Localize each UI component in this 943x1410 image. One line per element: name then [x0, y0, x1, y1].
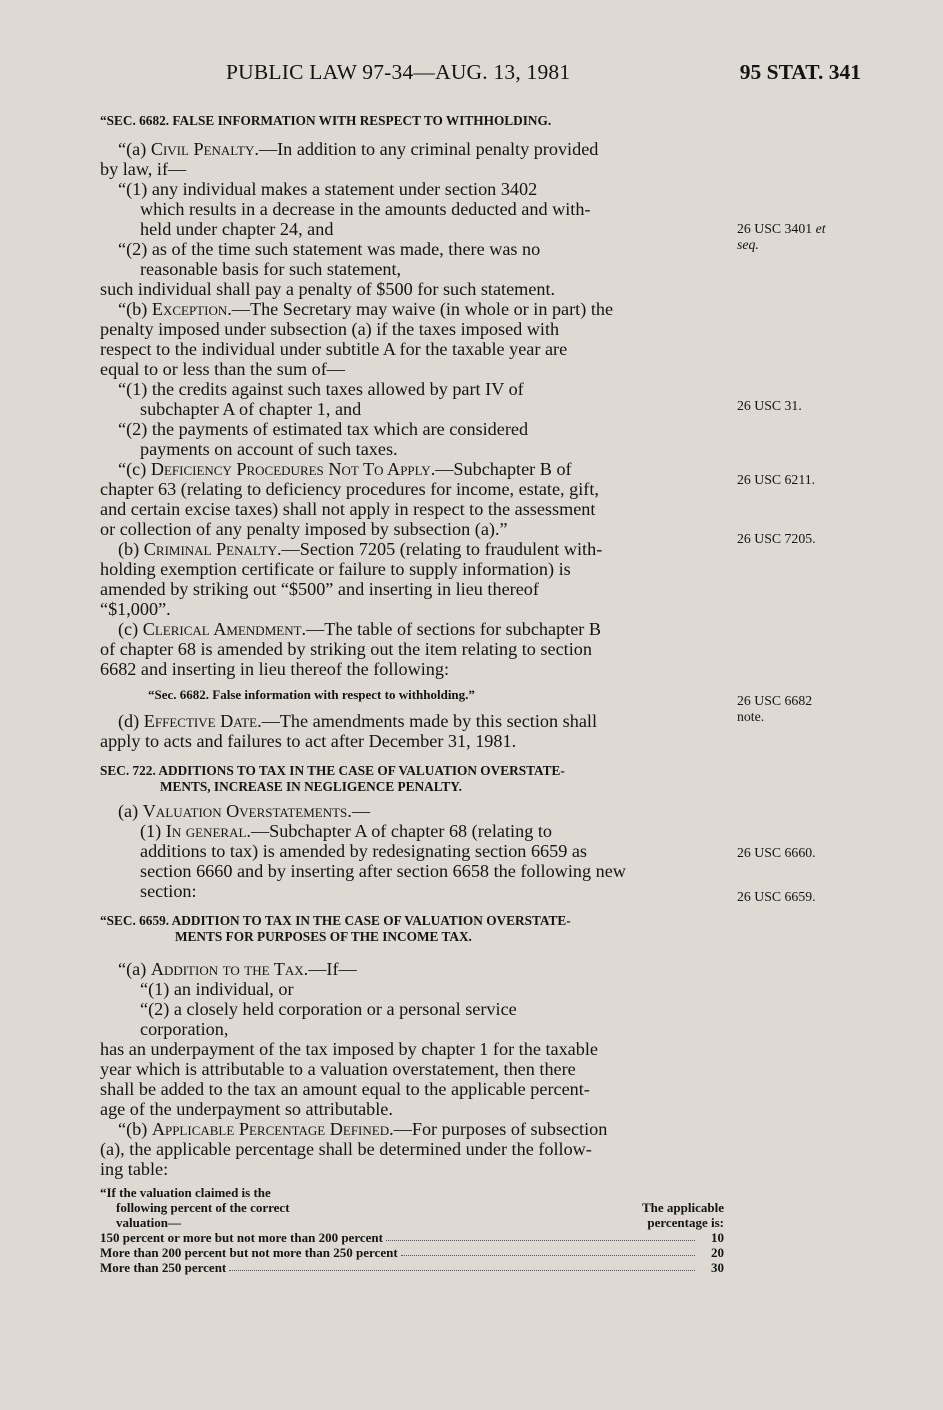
applicable-percentage-line-1: “(b) Applicable Percentage Defined.—For purposes of subsection [118, 1119, 608, 1139]
in-general-line-1: (1) In general.—Subchapter A of chapter 68 (relating to [140, 821, 552, 841]
section-6659-heading-line-1: “SEC. 6659. ADDITION TO TAX IN THE CASE OF VALUATION OVERSTATE- [100, 913, 571, 928]
effective-date-line-2: apply to acts and failures to act after December 31, 1981. [100, 731, 517, 751]
table-head-right-1: The applicable [642, 1200, 724, 1215]
table-row-label: More than 250 percent [100, 1260, 227, 1275]
table-row [100, 1245, 724, 1260]
addition-item-2-line-2: corporation, [140, 1019, 229, 1039]
caption-addition-to-the-tax: Addition to the Tax [150, 959, 304, 979]
caption-civil-penalty: Civil Penalty [150, 139, 255, 159]
margin-note-26-usc-6660: 26 USC 6660. [737, 845, 816, 860]
paragraph-b2-line-2: payments on account of such taxes. [140, 439, 398, 459]
margin-note-26-usc-31: 26 USC 31. [737, 398, 802, 413]
paragraph-c-line-1: “(c) Deficiency Procedures Not To Apply.—Subchapter B of [118, 459, 572, 479]
clerical-amendment-item: “Sec. 6682. False information with respect to withholding.” [148, 687, 475, 702]
paragraph-a1-line-2: which results in a decrease in the amounts deducted and with- [140, 199, 591, 219]
paragraph-b-line-4: equal to or less than the sum of— [100, 359, 345, 379]
addition-to-tax-line: “(a) Addition to the Tax.—If— [118, 959, 357, 979]
applicable-percentage-line-2: (a), the applicable percentage shall be determined under the follow- [100, 1139, 592, 1159]
criminal-penalty-line-3: amended by striking out “$500” and inserting in lieu thereof [100, 579, 539, 599]
section-722-heading-line-2: MENTS, INCREASE IN NEGLIGENCE PENALTY. [160, 779, 462, 794]
margin-note-26-usc-6659: 26 USC 6659. [737, 889, 816, 904]
table-head-left-3: valuation— [116, 1215, 182, 1230]
criminal-penalty-line-4: “$1,000”. [100, 599, 171, 619]
paragraph-a-line-1: “(a) Civil Penalty.—In addition to any criminal penalty provided [118, 139, 599, 159]
paragraph-b-line-3: respect to the individual under subtitle A for the taxable year are [100, 339, 568, 359]
margin-note-26-usc-6682: 26 USC 6682 [737, 693, 813, 708]
dot-leader [229, 1260, 695, 1271]
addition-line-2: year which is attributable to a valuation overstatement, then there [100, 1059, 576, 1079]
page-header [0, 60, 943, 90]
addition-line-1: has an underpayment of the tax imposed by chapter 1 for the taxable [100, 1039, 598, 1059]
statute-body [100, 113, 724, 1275]
paragraph-c-line-2: chapter 63 (relating to deficiency procedures for income, estate, gift, [100, 479, 599, 499]
paragraph-b-line-1: “(b) Exception.—The Secretary may waive (in whole or in part) the [118, 299, 614, 319]
paragraph-a2-line-1: “(2) as of the time such statement was made, there was no [118, 239, 541, 259]
caption-criminal-penalty: Criminal Penalty [143, 539, 277, 559]
clerical-amendment-line-2: of chapter 68 is amended by striking out the item relating to section [100, 639, 592, 659]
caption-effective-date: Effective Date [143, 711, 258, 731]
paragraph-c-line-4: or collection of any penalty imposed by subsection (a).” [100, 519, 508, 539]
percentage-table [100, 1185, 724, 1275]
paragraph-c-line-3: and certain excise taxes) shall not apply in respect to the assessment [100, 499, 596, 519]
paragraph-b1-line-2: subchapter A of chapter 1, and [140, 399, 362, 419]
table-head-left-2: following percent of the correct [116, 1200, 290, 1215]
addition-line-3: shall be added to the tax an amount equal to the applicable percent- [100, 1079, 590, 1099]
section-6659-heading-line-2: MENTS FOR PURPOSES OF THE INCOME TAX. [175, 929, 472, 944]
table-header-row-3 [100, 1215, 724, 1230]
section-722-heading-line-1: SEC. 722. ADDITIONS TO TAX IN THE CASE OF VALUATION OVERSTATE- [100, 763, 565, 778]
criminal-penalty-line-2: holding exemption certificate or failure to supply information) is [100, 559, 571, 579]
margin-note-note: note. [737, 709, 765, 724]
table-row-value: 10 [711, 1230, 724, 1245]
dot-leader [401, 1245, 695, 1256]
caption-valuation-overstatements: Valuation Overstatements [142, 801, 348, 821]
paragraph-b2-line-1: “(2) the payments of estimated tax which are considered [118, 419, 529, 439]
paragraph-b1-line-1: “(1) the credits against such taxes allowed by part IV of [118, 379, 524, 399]
table-row-label: More than 200 percent but not more than 250 percent [100, 1245, 398, 1260]
table-row-label: 150 percent or more but not more than 200 percent [100, 1230, 383, 1245]
table-row-value: 30 [711, 1260, 724, 1275]
header-title: PUBLIC LAW 97-34—AUG. 13, 1981 [226, 60, 571, 84]
caption-clerical-amendment: Clerical Amendment [142, 619, 302, 639]
caption-applicable-percentage: Applicable Percentage Defined [151, 1119, 390, 1139]
table-row [100, 1260, 724, 1275]
paragraph-b-line-2: penalty imposed under subsection (a) if the taxes imposed with [100, 319, 560, 339]
table-row [100, 1230, 724, 1245]
caption-deficiency-procedures: Deficiency Procedures Not To Apply [150, 459, 431, 479]
paragraph-a-line-2: by law, if— [100, 159, 187, 179]
paragraph-a-close: such individual shall pay a penalty of $500 for such statement. [100, 279, 556, 299]
margin-note-26-usc-7205: 26 USC 7205. [737, 531, 816, 546]
clerical-amendment-line-3: 6682 and inserting in lieu thereof the following: [100, 659, 450, 679]
paragraph-a2-line-2: reasonable basis for such statement, [140, 259, 402, 279]
table-row-value: 20 [711, 1245, 724, 1260]
effective-date-line-1: (d) Effective Date.—The amendments made by this section shall [118, 711, 597, 731]
addition-line-4: age of the underpayment so attributable. [100, 1099, 393, 1119]
paragraph-a1-line-3: held under chapter 24, and [140, 219, 334, 239]
header-stat-page: 95 STAT. 341 [739, 60, 861, 84]
section-6682-heading: “SEC. 6682. FALSE INFORMATION WITH RESPECT TO WITHHOLDING. [100, 113, 552, 128]
in-general-line-4: section: [140, 881, 197, 901]
criminal-penalty-line-1: (b) Criminal Penalty.—Section 7205 (relating to fraudulent with- [118, 539, 603, 559]
margin-note-seq: seq. [737, 237, 759, 252]
margin-note-26-usc-6211: 26 USC 6211. [737, 472, 816, 487]
valuation-overstatements-line: (a) Valuation Overstatements.— [118, 801, 371, 821]
margin-note-26-usc-3401: 26 USC 3401 et [737, 221, 826, 236]
caption-exception: Exception [151, 299, 228, 319]
addition-item-1: “(1) an individual, or [140, 979, 294, 999]
caption-in-general: In general [165, 821, 247, 841]
applicable-percentage-line-3: ing table: [100, 1159, 169, 1179]
dot-leader [386, 1230, 695, 1241]
table-header-row-1 [100, 1185, 724, 1200]
in-general-line-2: additions to tax) is amended by redesignating section 6659 as [140, 841, 588, 861]
addition-item-2-line-1: “(2) a closely held corporation or a personal service [140, 999, 517, 1019]
paragraph-a1-line-1: “(1) any individual makes a statement under section 3402 [118, 179, 538, 199]
table-head-right-2: percentage is: [647, 1215, 724, 1230]
in-general-line-3: section 6660 and by inserting after section 6658 the following new [140, 861, 626, 881]
table-header-row-2 [100, 1200, 724, 1215]
table-head-left-1: “If the valuation claimed is the [100, 1185, 271, 1200]
clerical-amendment-line-1: (c) Clerical Amendment.—The table of sections for subchapter B [118, 619, 602, 639]
